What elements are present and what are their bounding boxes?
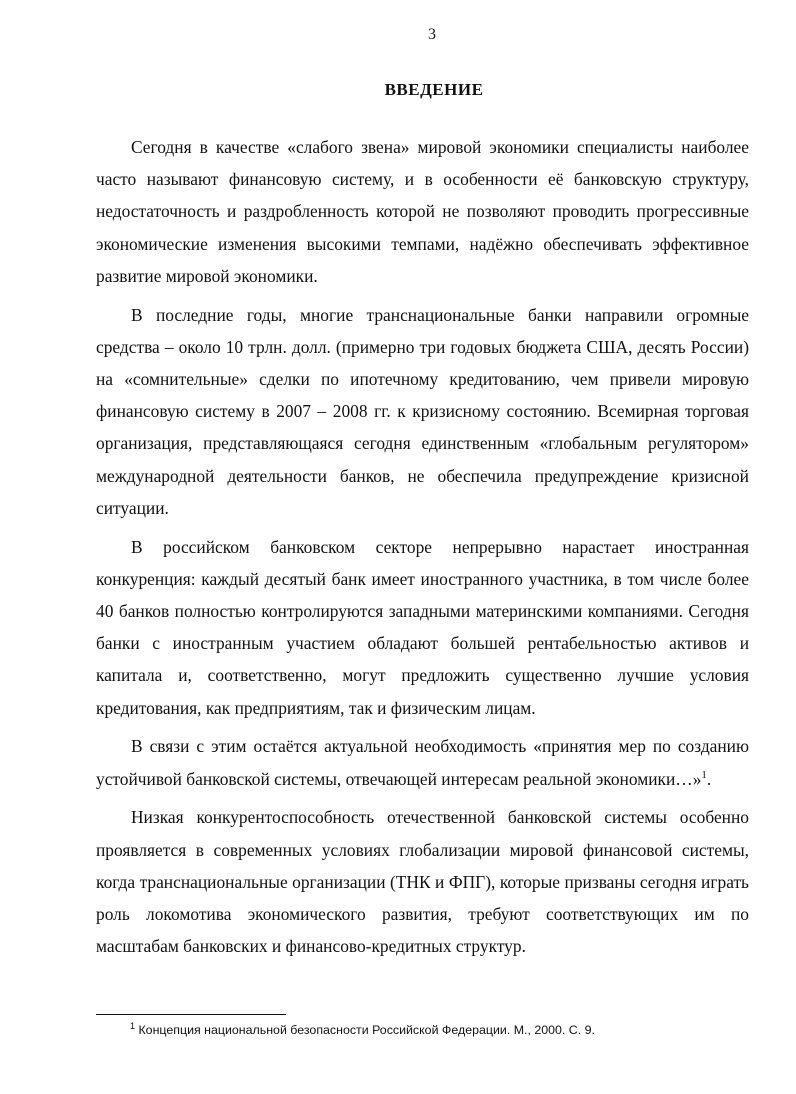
footnote [130, 1020, 595, 1037]
footnote-marker: 1 [130, 1020, 136, 1031]
paragraph-4-text: В связи с этим остаётся актуальной необходимость «принятия мер по созданию устойчивой банковской системы, отвечающей интересам реальной экономики…» [96, 736, 749, 789]
footnote-separator [96, 1014, 286, 1015]
paragraph-2: В последние годы, многие транснациональные банки направили огромные средства – около 10 трлн. долл. (примерно три годовых бюджета США, десять России) на «сомнительные» сделки по ипотечному кредитованию, чем привели мировую финансовую систему в 2007 – 2008 гг. к кризисному состоянию. Всемирная торговая организация, представляющаяся сегодня единственным «глобальным регулятором» международной деятельности банков, не обеспечила предупреждение кризисной ситуации. [96, 304, 749, 518]
page-number: 3 [428, 26, 436, 43]
paragraph-4: В связи с этим остаётся актуальной необходимость «принятия мер по созданию устойчивой банковской системы, отвечающей интересам реальной экономики…»$^1$. [96, 736, 749, 789]
footnote-reference: 1 [701, 768, 707, 781]
paragraph-5: Низкая конкурентоспособность отечественной банковской системы особенно проявляется в современных условиях глобализации мировой финансовой системы, когда транснациональные организации (ТНК и ФПГ), которые призваны сегодня играть роль локомотива экономического развития, требуют соответствующих им по масштабам банковских и финансово-кредитных структур. [96, 807, 749, 957]
footnote-text: Концепция национальной безопасности Российской Федерации. М., 2000. С. 9. [138, 1023, 595, 1037]
body-text [96, 131, 749, 962]
section-heading: ВВЕДЕНИЕ [384, 80, 484, 99]
paragraph-3: В российском банковском секторе непрерывно нарастает иностранная конкуренция: каждый десятый банк имеет иностранного участника, в том числе более 40 банков полностью контролируются западными материнскими компаниями. Сегодня банки с иностранным участием обладают большей рентабельностью активов и капитала и, соответственно, могут предложить существенно лучшие условия кредитования, как предприятиям, так и физическим лицам. [96, 536, 749, 718]
paragraph-1: Сегодня в качестве «слабого звена» мировой экономики специалисты наиболее часто называют финансовую систему, и в особенности её банковскую структуру, недостаточность и раздробленность которой не позволяют проводить прогрессивные экономические изменения высокими темпами, надёжно обеспечивать эффективное развитие мировой экономики. [96, 137, 749, 286]
